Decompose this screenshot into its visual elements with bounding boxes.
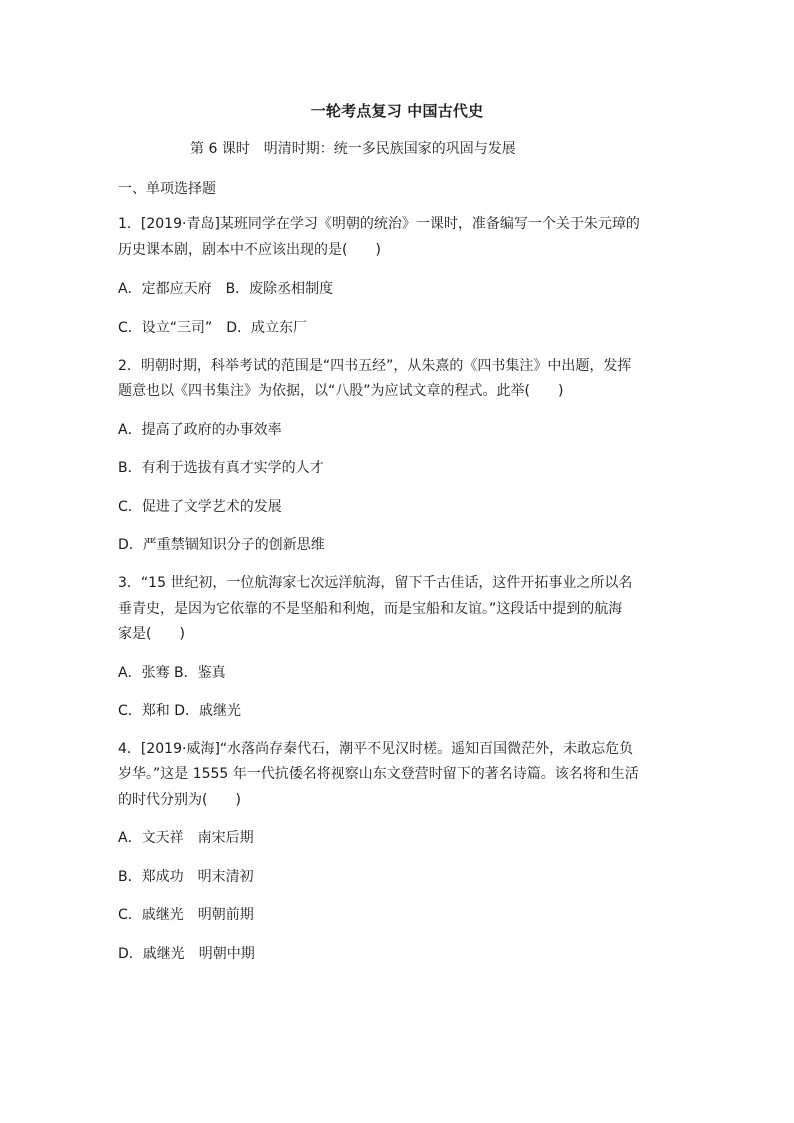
answer-option-line: C．郑和 D．戚继光 (118, 703, 242, 719)
question-stem-line: 题意也以《四书集注》为依据，以“八股”为应试文章的程式。此举( ) (118, 383, 564, 399)
answer-option-line: A．文天祥 南宋后期 (118, 830, 254, 846)
question-stem-line: 垂青史，是因为它依靠的不是坚船和利炮，而是宝船和友谊。”这段话中提到的航海 (118, 601, 623, 617)
question-stem-line: 2．明朝时期，科举考试的范围是“四书五经”，从朱熹的《四书集注》中出题，发挥 (118, 358, 632, 374)
question-stem-line: 的时代分别为( ) (118, 792, 241, 808)
answer-option-line: A．提高了政府的办事效率 (118, 422, 282, 438)
question-stem-line: 历史课本剧，剧本中不应该出现的是( ) (118, 242, 381, 258)
answer-option-line: B．有利于选拔有真才实学的人才 (118, 460, 324, 476)
answer-option-line: D．严重禁锢知识分子的创新思维 (118, 537, 325, 553)
question-stem-line: 3．“15 世纪初，一位航海家七次远洋航海，留下千古佳话，这件开拓事业之所以名 (118, 575, 633, 591)
question-stem-line: 家是( ) (118, 626, 185, 642)
document-title: 一轮考点复习 中国古代史 (310, 102, 484, 120)
answer-option-line: B．郑成功 明末清初 (118, 869, 254, 885)
answer-option-line: C．促进了文学艺术的发展 (118, 499, 282, 515)
question-stem-line: 1．[2019·青岛]某班同学在学习《明朝的统治》一课时，准备编写一个关于朱元璋的 (118, 216, 640, 232)
question-stem-line: 4．[2019·威海]“水落尚存秦代石，潮平不见汉时槎。遥知百国微茫外，未敢忘危负 (118, 741, 634, 757)
answer-option-line: A．张骞 B．鉴真 (118, 665, 226, 681)
lesson-title: 第 6 课时 明清时期：统一多民族国家的巩固与发展 (190, 141, 516, 157)
answer-option-line: D．戚继光 明朝中期 (118, 946, 255, 962)
answer-option-line: C．戚继光 明朝前期 (118, 907, 254, 923)
question-stem-line: 岁华。”这是 1555 年一代抗倭名将视察山东文登营时留下的著名诗篇。该名将和生活 (118, 766, 639, 782)
section-heading: 一、单项选择题 (118, 181, 216, 197)
answer-option-line: A．定都应天府 B．废除丞相制度 (118, 281, 334, 297)
answer-option-line: C．设立“三司” D．成立东厂 (118, 320, 308, 336)
